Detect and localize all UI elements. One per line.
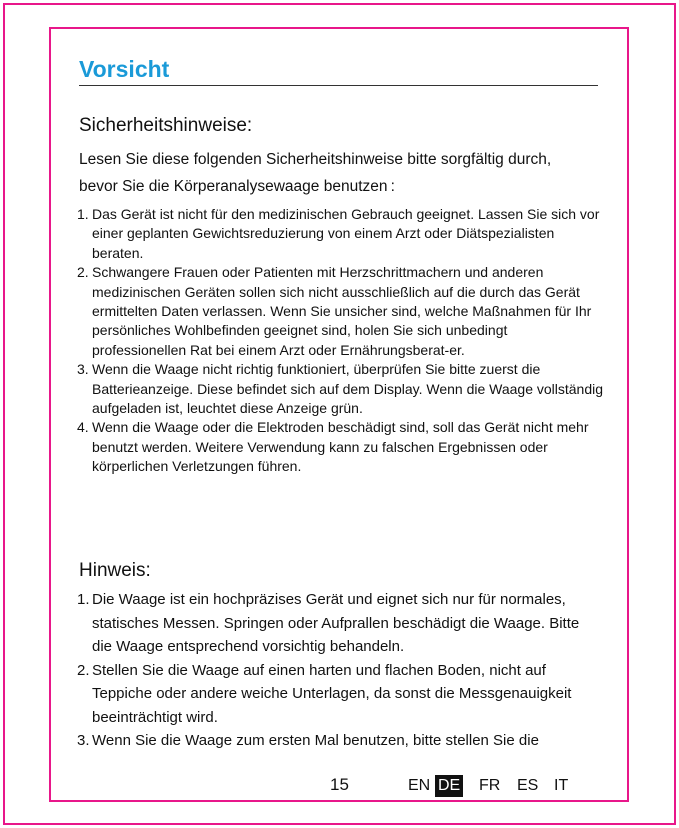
safety-intro-line-1: Lesen Sie diese folgenden Sicherheitshinweise bitte sorgfältig durch, — [79, 151, 552, 168]
title-divider — [79, 85, 598, 86]
item-text: Wenn die Waage nicht richtig funktioniert, überprüfen Sie bitte zuerst die Batterieanzeige. Diese befindet sich auf dem Display. Wenn die Waage vollständig aufgeladen ist, leuchtet diese Anzeige grün. — [92, 361, 604, 417]
item-text: Schwangere Frauen oder Patienten mit Herzschrittmachern und anderen medizinischen Geräten sollen sich nicht ausschließlich auf die durch das Gerät ermittelten Daten verlassen. Wenn Sie unsicher sind, welche Maßnahmen für Ihr persönliches Wohlbefinden geeignet sind, holen Sie sich unbedingt professionellen Rat bei einem Arzt oder Ernährungsberat-er. — [92, 264, 592, 358]
language-tab-en[interactable]: EN — [408, 777, 431, 794]
safety-item — [79, 418, 604, 476]
item-number: 2. — [77, 661, 90, 679]
language-tab-it[interactable]: IT — [554, 777, 569, 794]
language-tab-es[interactable]: ES — [517, 777, 539, 794]
page-title: Vorsicht — [79, 56, 170, 82]
page-number: 15 — [330, 775, 349, 794]
item-number: 4. — [77, 419, 89, 436]
item-text: Stellen Sie die Waage auf einen harten und flachen Boden, nicht auf Teppiche oder andere weiche Unterlagen, da sonst die Messgenauigkeit beeinträchtigt wird. — [92, 661, 572, 726]
item-text: Die Waage ist ein hochpräzises Gerät und eignet sich nur für normales, statisches Messen. Springen oder Aufprallen beschädigt die Waage. Bitte die Waage entsprechend vorsichtig behandeln. — [92, 591, 580, 655]
hint-heading: Hinweis: — [79, 560, 151, 581]
item-number: 3. — [77, 732, 90, 749]
item-text: Wenn die Waage oder die Elektroden beschädigt sind, soll das Gerät nicht mehr benutzt werden. Weitere Verwendung kann zu falschen Ergebnissen oder körperlichen Verletzungen führen. — [92, 419, 589, 475]
item-number: 3. — [77, 361, 89, 378]
item-number: 1. — [77, 591, 90, 608]
language-tab-fr[interactable]: FR — [479, 777, 501, 794]
safety-list — [79, 205, 604, 477]
language-tab-de[interactable]: DE — [435, 775, 463, 797]
item-text: Das Gerät ist nicht für den medizinischen Gebrauch geeignet. Lassen Sie sich vor einer geplanten Gewichtsreduzierung von einem Arzt oder Diätspezialisten beraten. — [92, 206, 600, 261]
hint-item — [79, 588, 599, 659]
safety-item — [79, 263, 604, 360]
safety-intro-line-2: bevor Sie die Körperanalysewaage benutzen : — [79, 178, 395, 195]
item-number: 1. — [77, 206, 89, 222]
safety-item — [79, 360, 604, 418]
safety-heading: Sicherheitshinweise: — [79, 115, 253, 136]
safety-item — [79, 205, 604, 263]
hint-item — [79, 659, 599, 730]
hint-item — [79, 729, 599, 753]
item-text: Wenn Sie die Waage zum ersten Mal benutzen, bitte stellen Sie die — [92, 732, 539, 749]
item-number: 2. — [77, 264, 89, 281]
hint-list — [79, 588, 599, 753]
safety-intro — [79, 146, 609, 200]
